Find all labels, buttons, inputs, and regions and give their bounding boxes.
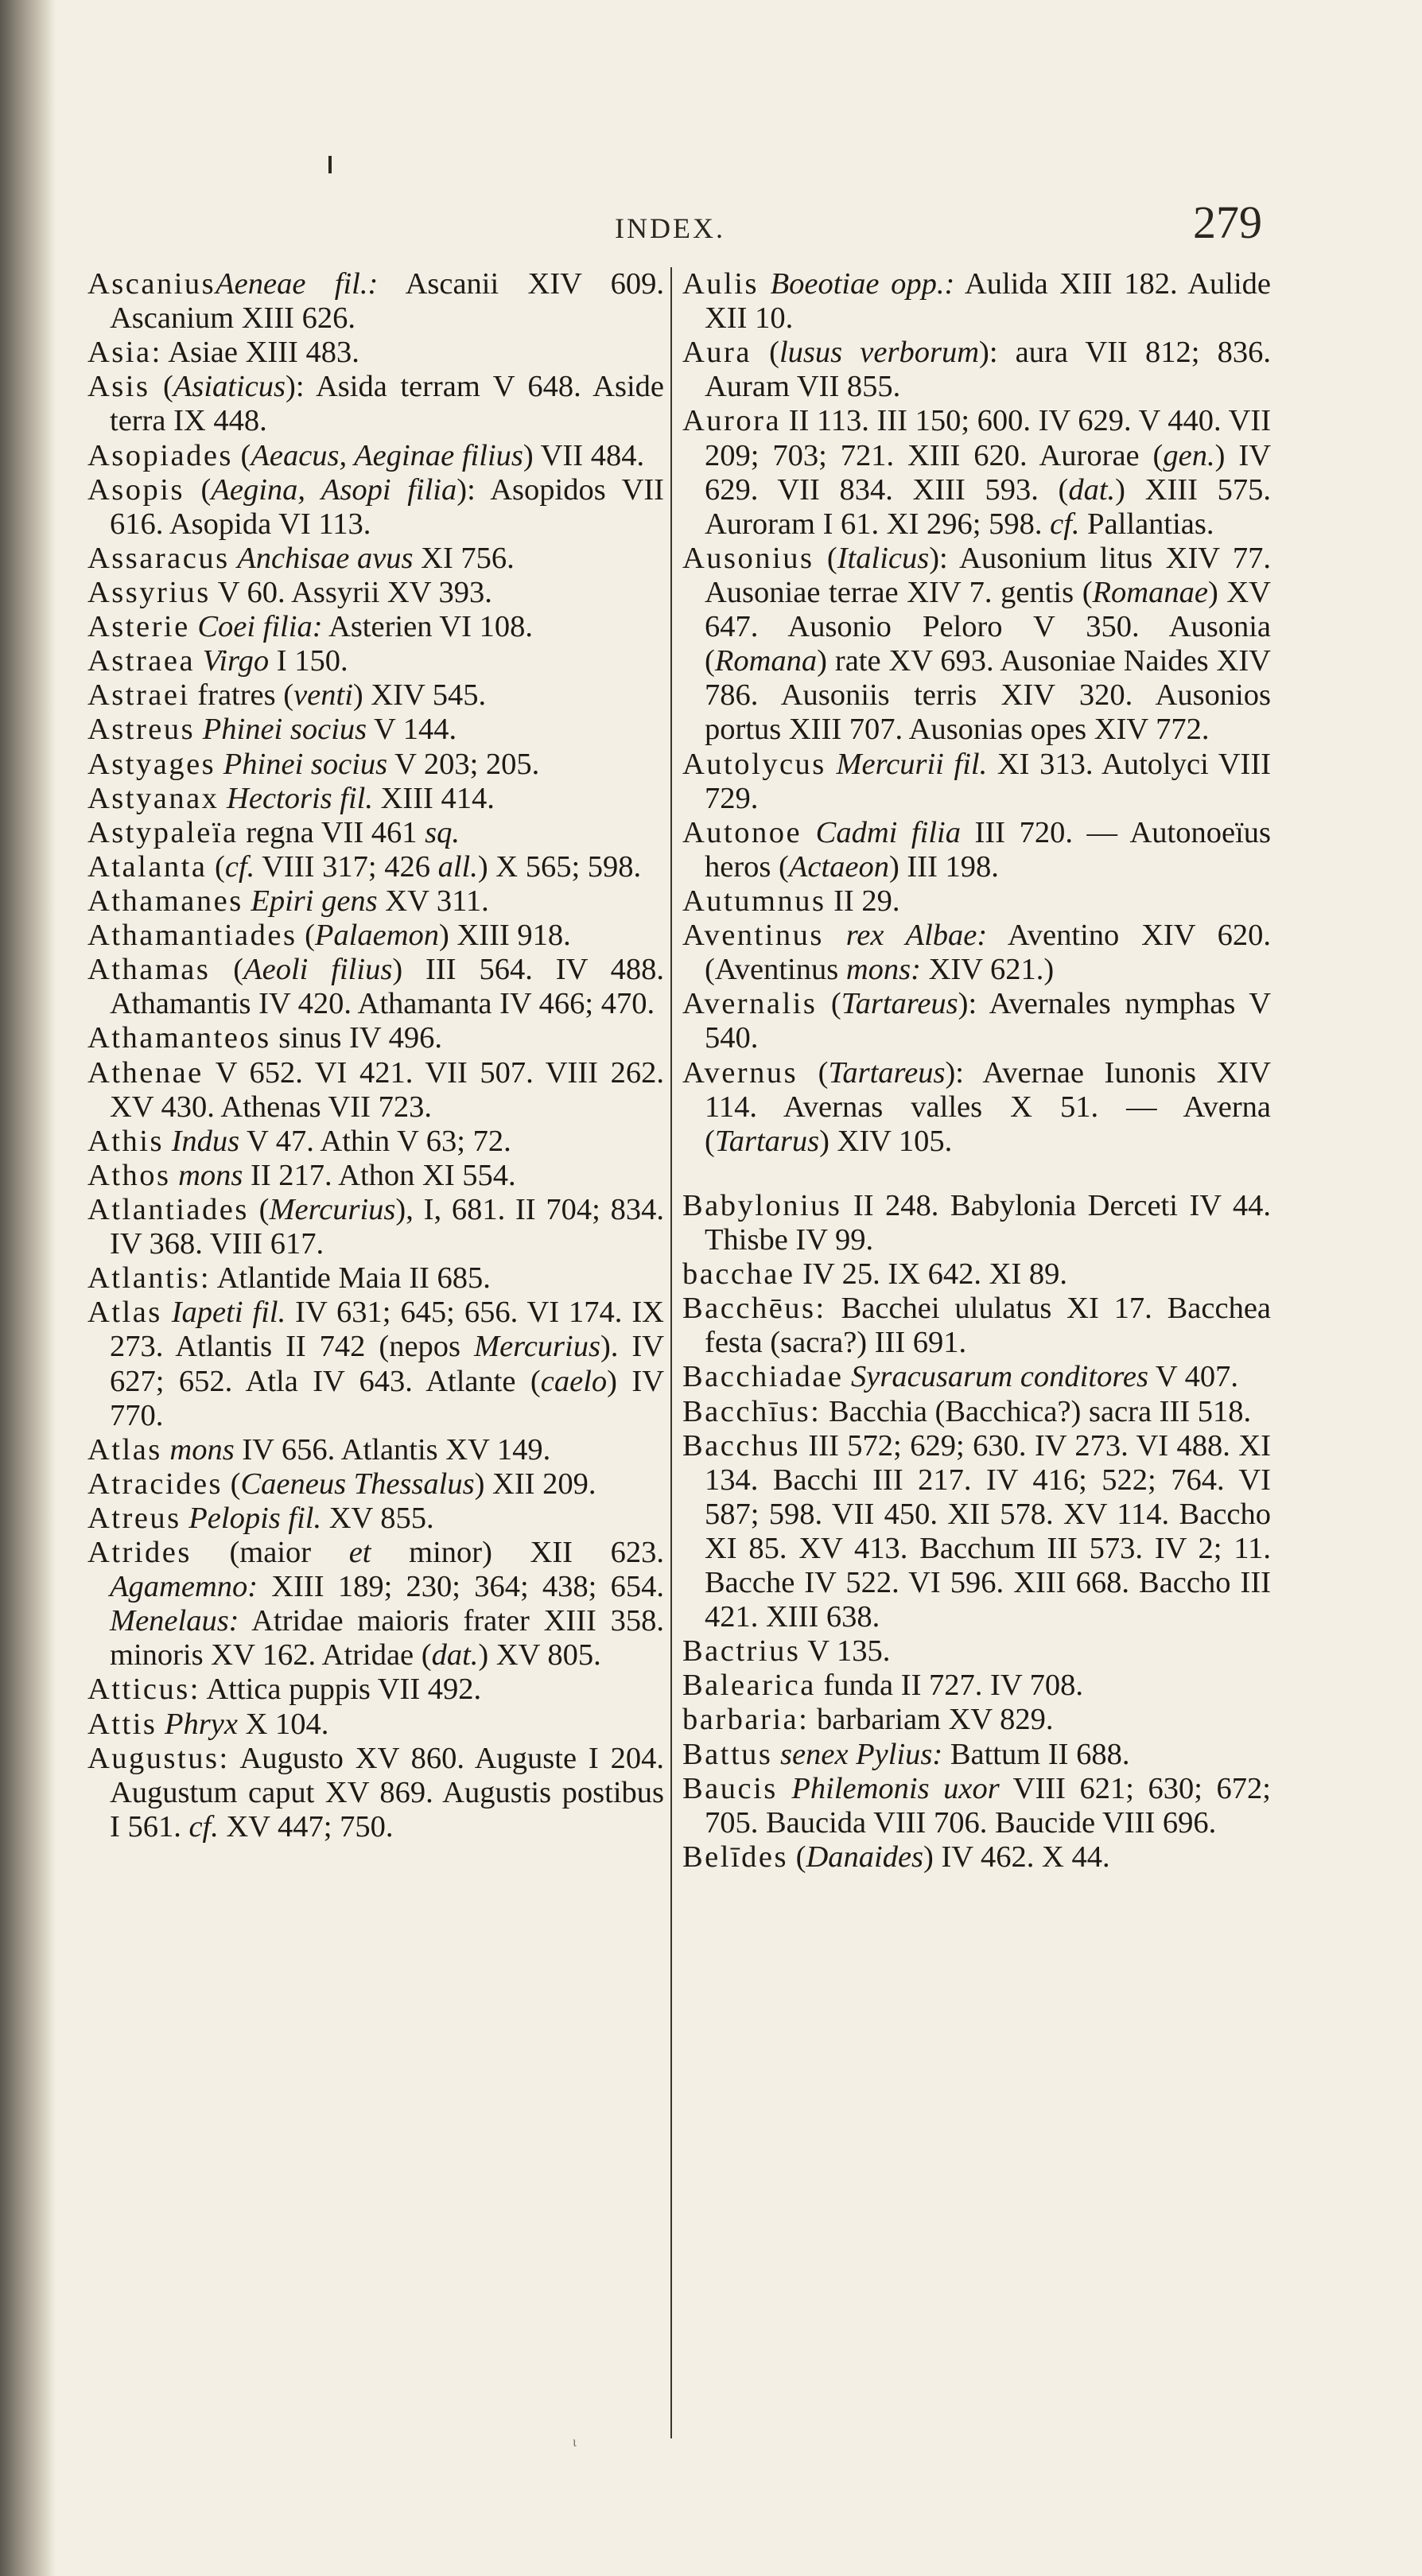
index-entry — [682, 919, 1271, 987]
entry-references — [759, 267, 771, 301]
index-entry — [87, 1021, 664, 1055]
entry-references: ) IV 770. — [110, 1364, 664, 1432]
index-entry — [87, 748, 664, 782]
index-entry — [682, 1395, 1271, 1429]
entry-references: ), I, 681. II 704; 834. IV 368. VIII 617. — [110, 1192, 664, 1261]
entry-references — [778, 1772, 792, 1805]
entry-italic-gloss: Phinei socius — [202, 713, 367, 747]
entry-references: Battum II 688. — [942, 1737, 1130, 1771]
index-entry — [682, 1292, 1271, 1360]
entry-headword: Astypaleïa — [87, 815, 239, 849]
entry-italic-gloss: Philemonis uxor — [791, 1771, 1000, 1805]
entry-headword: bacchae — [682, 1257, 795, 1292]
entry-references: ( — [232, 438, 251, 472]
entry-italic-gloss: Aeoli filius — [243, 953, 393, 987]
entry-headword: Asopiades — [87, 438, 233, 472]
print-mark — [328, 156, 332, 173]
entry-headword: Atalanta — [87, 849, 208, 884]
entry-headword: Baucis — [682, 1771, 778, 1805]
binding-shadow — [0, 0, 56, 2576]
entry-references: ) rate XV 693. Ausoniae Naides XIV 786. Ausoniis terris XIV 320. Ausonios portus XIII 707. Ausonias opes XIV 772. — [705, 644, 1271, 747]
index-entry — [682, 1257, 1271, 1292]
entry-italic-gloss: mons: — [845, 953, 921, 987]
entry-italic-gloss: Asiaticus — [173, 370, 286, 404]
entry-headword: Asopis — [87, 472, 185, 507]
entry-italic-gloss: Hectoris fil. — [227, 781, 373, 815]
entry-references: V 203; 205. — [387, 747, 540, 781]
entry-references: ) VII 484. — [523, 438, 645, 472]
entry-italic-gloss: Tartareus — [828, 1055, 946, 1090]
index-entry — [682, 1840, 1271, 1875]
index-entry — [682, 816, 1271, 884]
index-entry — [87, 1433, 664, 1467]
entry-references: ): Avernales nymphas V 540. — [705, 987, 1271, 1055]
entry-references — [230, 542, 238, 575]
entry-italic-gloss: Agamemno: — [110, 1570, 258, 1604]
entry-headword: Avernalis — [682, 987, 818, 1021]
entry-references: ( — [223, 1467, 241, 1501]
entry-italic-gloss: gen. — [1163, 438, 1215, 472]
entry-references: ( — [150, 370, 173, 404]
entry-references: ( — [184, 472, 212, 507]
entry-references: ) XIII 575. Auroram I 61. XI 296; 598. — [705, 472, 1271, 541]
index-entry — [87, 1502, 664, 1536]
entry-italic-gloss: Virgo — [202, 644, 270, 678]
entry-references: XI 313. Autolyci VIII 729. — [705, 747, 1271, 815]
index-entry — [87, 713, 664, 747]
entry-italic-gloss: Aeacus, Aeginae filius — [251, 438, 523, 472]
entry-references: ) X 565; 598. — [477, 849, 642, 884]
entry-headword: Athamas — [87, 953, 211, 987]
entry-italic-gloss: Danaides — [806, 1840, 924, 1874]
index-entry — [87, 1125, 664, 1159]
entry-references: IV 631; 645; 656. VI 174. IX 273. Atlantis II 742 (nepos — [110, 1296, 664, 1364]
letter-section-gap — [682, 1159, 1271, 1189]
entry-references: XIII 189; 230; 364; 438; 654. — [258, 1570, 664, 1604]
entry-references: V 652. VI 421. VII 507. VIII 262. XV 430. Athenas VII 723. — [110, 1055, 664, 1124]
entry-references: Bacchia (Bacchica?) sacra III 518. — [821, 1394, 1252, 1428]
index-entry — [682, 1429, 1271, 1635]
index-entry — [87, 267, 664, 336]
entry-references: IV 25. IX 642. XI 89. — [795, 1257, 1068, 1292]
index-column-left — [87, 267, 664, 1844]
entry-headword: Astraei — [87, 678, 190, 713]
entry-italic-gloss: Coei filia: — [197, 610, 323, 644]
index-entry — [87, 850, 664, 884]
entry-references: Bacchei ululatus XI 17. Bacchea festa (sacra?) III 691. — [705, 1292, 1271, 1360]
entry-references: ) XII 209. — [474, 1467, 596, 1501]
entry-italic-gloss: Syracusarum conditores — [851, 1360, 1148, 1394]
column-divider — [670, 267, 672, 2438]
entry-references: III 572; 629; 630. IV 273. VI 488. XI 134. Bacchi III 217. IV 416; 522; 764. VI 587; 598. VII 450. XII 578. XV 114. Baccho XI 85. XV 413. Bacchum III 573. IV 2; 11. Bacche IV 522. VI 596. XIII 668. Baccho III 421. XIII 638. — [705, 1428, 1271, 1634]
entry-references: ) IV 462. X 44. — [923, 1840, 1110, 1874]
entry-references: ) XV 805. — [478, 1638, 601, 1673]
entry-italic-gloss: venti — [293, 678, 353, 713]
index-entry — [87, 1296, 664, 1432]
entry-headword: Atracides — [87, 1467, 223, 1501]
entry-headword: Augustus: — [87, 1741, 230, 1775]
entry-headword: Asia: — [87, 336, 162, 370]
entry-headword: Atlantis: — [87, 1261, 212, 1296]
entry-references: ) III 564. IV 488. Athamantis IV 420. Athamanta IV 466; 470. — [110, 953, 664, 1021]
entry-references: II 248. Babylonia Derceti IV 44. Thisbe IV 99. — [705, 1188, 1271, 1257]
entry-headword: Ascanius — [87, 267, 216, 301]
entry-references: ): Asida terram V 648. Aside terra IX 448. — [110, 370, 664, 438]
entry-references: ( — [210, 953, 244, 987]
entry-references: V 135. — [800, 1634, 891, 1669]
entry-italic-gloss: Epiri gens — [251, 884, 378, 918]
entry-references — [824, 919, 846, 952]
entry-headword: Babylonius — [682, 1188, 842, 1222]
entry-references: Ascanii XIV 609. Ascanium XIII 626. — [110, 267, 664, 336]
index-entry — [682, 1634, 1271, 1669]
entry-references — [216, 748, 223, 781]
entry-references — [190, 610, 198, 643]
entry-italic-gloss: senex Pylius: — [780, 1737, 943, 1771]
entry-italic-gloss: Menelaus: — [110, 1604, 239, 1638]
entry-references: ( — [248, 1192, 270, 1226]
entry-references — [772, 1738, 780, 1771]
entry-headword: Athamanes — [87, 884, 243, 918]
entry-headword: Ausonius — [682, 541, 814, 575]
index-entry — [682, 1772, 1271, 1840]
entry-references: ) XIII 918. — [439, 919, 571, 953]
entry-references — [162, 1296, 172, 1329]
entry-italic-gloss: Palaemon — [314, 919, 439, 953]
entry-headword: Athamantiades — [87, 919, 297, 953]
index-entry — [87, 919, 664, 953]
entry-references: (maior — [191, 1536, 349, 1570]
entry-references: VIII 317; 426 — [254, 849, 438, 884]
entry-headword: Bacchīus: — [682, 1394, 822, 1428]
entry-references: ). IV 627; 652. Atla IV 643. Atlante ( — [110, 1330, 664, 1398]
index-entry — [87, 473, 664, 542]
entry-references: ( — [798, 1055, 829, 1090]
entry-references: X 104. — [237, 1707, 329, 1741]
entry-italic-gloss: rex Albae: — [845, 919, 988, 953]
entry-headword: Atreus — [87, 1501, 181, 1535]
entry-headword: Atrides — [87, 1536, 192, 1570]
entry-references: I 150. — [269, 644, 348, 678]
index-entry — [87, 953, 664, 1021]
entry-references: sinus IV 496. — [270, 1021, 442, 1055]
entry-headword: Assaracus — [87, 541, 230, 575]
entry-references — [243, 884, 251, 918]
entry-references: Aulida XIII 182. Aulide XII 10. — [705, 267, 1272, 336]
entry-italic-gloss: Caeneus Thessalus — [240, 1467, 475, 1501]
entry-references: II 217. Athon XI 554. — [243, 1158, 516, 1192]
entry-references: VIII 621; 630; 672; 705. Baucida VIII 706. Baucide VIII 696. — [705, 1771, 1271, 1840]
entry-headword: Asis — [87, 370, 150, 404]
entry-references: ( — [817, 987, 841, 1021]
entry-references: ) XIV 545. — [352, 678, 487, 713]
index-entry — [682, 404, 1271, 541]
entry-references: ) IV 629. VII 834. XIII 593. ( — [705, 438, 1271, 507]
entry-references — [195, 644, 203, 678]
entry-headword: Aventinus — [682, 919, 824, 953]
entry-italic-gloss: caelo — [540, 1364, 608, 1398]
entry-headword: Athos — [87, 1158, 171, 1192]
entry-references: II 113. III 150; 600. IV 629. V 440. VII 209; 703; 721. XIII 620. Aurorae ( — [705, 404, 1272, 472]
index-entry — [682, 1056, 1271, 1159]
entry-references: minor) XII 623. — [371, 1536, 664, 1570]
entry-references: ) XIV 105. — [819, 1124, 953, 1158]
entry-references: ): Ausonium litus XIV 77. Ausoniae terrae XIV 7. gentis ( — [705, 541, 1271, 609]
entry-headword: Bacchus — [682, 1428, 800, 1463]
entry-italic-gloss: Phryx — [165, 1707, 238, 1741]
entry-references: XIV 621.) — [920, 953, 1055, 987]
index-entry — [87, 370, 664, 438]
index-entry — [87, 1467, 664, 1502]
index-entry — [682, 1669, 1271, 1703]
entry-italic-gloss: Tartareus — [841, 987, 958, 1021]
index-entry — [87, 1193, 664, 1261]
entry-headword: Athenae — [87, 1055, 204, 1090]
entry-headword: Astyages — [87, 747, 216, 781]
entry-references: XV 447; 750. — [218, 1809, 394, 1844]
entry-references: XI 756. — [413, 541, 515, 575]
index-entry — [87, 576, 664, 610]
entry-references: XV 855. — [321, 1501, 434, 1535]
entry-italic-gloss: Mercurius — [474, 1330, 600, 1364]
index-entry — [682, 987, 1271, 1055]
entry-headword: Battus — [682, 1737, 773, 1771]
entry-references: Atlantide Maia II 685. — [211, 1261, 491, 1296]
entry-italic-gloss: mons — [169, 1432, 235, 1467]
entry-references: ( — [787, 1840, 806, 1874]
entry-references: Aventino XIV 620. (Aventinus — [705, 919, 1271, 987]
entry-italic-gloss: Romana — [714, 644, 818, 678]
entry-italic-gloss: Mercurius — [269, 1192, 396, 1226]
entry-italic-gloss: Aeneae fil.: — [216, 267, 379, 301]
index-column-right — [682, 267, 1271, 1875]
entry-italic-gloss: Cadmi filia — [815, 815, 961, 849]
entry-references: ): Avernae Iunonis XIV 114. Avernas valles X 51. — Averna ( — [705, 1055, 1272, 1158]
entry-italic-gloss: cf. — [188, 1809, 219, 1844]
entry-headword: Atlantiades — [87, 1192, 249, 1226]
entry-italic-gloss: Anchisae avus — [237, 541, 414, 575]
entry-references — [843, 1360, 851, 1393]
entry-references: Asterien VI 108. — [322, 610, 533, 644]
index-entry — [87, 782, 664, 816]
index-entry — [87, 816, 664, 850]
index-entry — [682, 542, 1271, 748]
entry-references: ): aura VII 812; 836. Auram VII 855. — [705, 336, 1272, 404]
entry-headword: Atticus: — [87, 1673, 200, 1707]
entry-headword: Attis — [87, 1707, 157, 1741]
entry-italic-gloss: Pelopis fil. — [188, 1501, 322, 1535]
entry-headword: Athis — [87, 1124, 164, 1158]
entry-italic-gloss: Actaeon — [788, 849, 889, 884]
entry-italic-gloss: Aegina, Asopi filia — [211, 472, 457, 507]
index-entry — [682, 1703, 1271, 1737]
entry-headword: Balearica — [682, 1669, 816, 1703]
entry-references: ( — [814, 541, 837, 575]
entry-references: Atridae maioris frater XIII 358. minoris XV 162. Atridae ( — [110, 1604, 664, 1673]
entry-headword: Autumnus — [682, 884, 826, 918]
entry-references: IV 656. Atlantis XV 149. — [234, 1432, 551, 1467]
entry-italic-gloss: sq. — [425, 815, 460, 849]
entry-italic-gloss: dat. — [1068, 472, 1116, 507]
entry-references: V 47. Athin V 63; 72. — [239, 1124, 511, 1158]
entry-italic-gloss: Mercurii fil. — [836, 747, 988, 781]
entry-headword: Bacchiadae — [682, 1360, 844, 1394]
entry-italic-gloss: Iapeti fil. — [171, 1296, 286, 1330]
index-entry — [682, 336, 1271, 404]
entry-headword: Autonoe — [682, 815, 802, 849]
entry-references: ( — [207, 849, 225, 884]
entry-italic-gloss: Romanae — [1092, 575, 1208, 609]
index-entry — [682, 267, 1271, 336]
index-entry — [682, 884, 1271, 919]
entry-headword: Asterie — [87, 610, 190, 644]
entry-italic-gloss: lusus verborum — [779, 336, 979, 370]
entry-italic-gloss: dat. — [431, 1638, 479, 1673]
entry-headword: Atlas — [87, 1296, 162, 1330]
entry-italic-gloss: Phinei socius — [223, 747, 388, 781]
index-entry — [87, 1708, 664, 1742]
index-entry — [87, 1673, 664, 1707]
entry-references: II 29. — [826, 884, 900, 918]
entry-italic-gloss: cf. — [1050, 507, 1080, 541]
entry-references: V 407. — [1148, 1360, 1238, 1394]
entry-references — [219, 782, 227, 815]
entry-italic-gloss: et — [348, 1536, 371, 1570]
entry-headword: Astreus — [87, 713, 196, 747]
entry-references: funda II 727. IV 708. — [815, 1669, 1083, 1703]
page-number: 279 — [1193, 196, 1262, 248]
index-entry — [682, 1189, 1271, 1257]
entry-references: ( — [751, 336, 779, 370]
entry-references: Attica puppis VII 492. — [200, 1673, 482, 1707]
entry-references: barbariam XV 829. — [809, 1703, 1054, 1737]
entry-headword: Belīdes — [682, 1840, 788, 1874]
entry-headword: Bactrius — [682, 1634, 801, 1669]
entry-references: XV 311. — [377, 884, 489, 918]
entry-references: ): Asopidos VII 616. Asopida VI 113. — [110, 472, 665, 541]
entry-references: III 720. — Autonoeïus heros ( — [705, 815, 1272, 884]
entry-references: regna VII 461 — [238, 815, 425, 849]
index-entry — [87, 439, 664, 473]
entry-headword: Aulis — [682, 267, 759, 301]
entry-references: fratres ( — [189, 678, 294, 713]
index-entry — [87, 678, 664, 713]
entry-italic-gloss: cf. — [224, 849, 255, 884]
index-entry — [87, 1159, 664, 1193]
entry-references: V 60. Assyrii XV 393. — [210, 575, 492, 609]
entry-references — [162, 1433, 170, 1467]
entry-italic-gloss: all. — [437, 849, 478, 884]
index-entry — [87, 610, 664, 644]
entry-references — [164, 1125, 172, 1158]
index-entry — [682, 748, 1271, 816]
entry-headword: Astyanax — [87, 781, 220, 815]
entry-headword: barbaria: — [682, 1703, 810, 1737]
footer-mark: ι — [573, 2434, 577, 2450]
index-entry — [87, 1742, 664, 1844]
entry-headword: Bacchēus: — [682, 1292, 826, 1326]
entry-references: ( — [297, 919, 315, 953]
entry-italic-gloss: mons — [178, 1158, 243, 1192]
entry-italic-gloss: Tartarus — [714, 1124, 820, 1158]
entry-italic-gloss: Boeotiae opp.: — [770, 267, 955, 301]
index-entry — [682, 1738, 1271, 1772]
entry-headword: Aurora — [682, 404, 782, 438]
index-entry — [87, 884, 664, 919]
entry-references: ) XV 647. Ausonio Peloro V 350. Ausonia ( — [705, 575, 1271, 678]
index-entry — [87, 644, 664, 678]
entry-italic-gloss: Indus — [171, 1124, 240, 1158]
entry-references — [195, 713, 203, 746]
entry-references — [826, 748, 837, 781]
entry-references: ) III 198. — [888, 849, 999, 884]
entry-headword: Athamanteos — [87, 1021, 271, 1055]
index-entry — [87, 336, 664, 370]
entry-references — [157, 1708, 165, 1741]
index-entry — [682, 1360, 1271, 1394]
index-entry — [87, 1056, 664, 1125]
entry-headword: Astraea — [87, 644, 196, 678]
entry-references: XIII 414. — [372, 781, 495, 815]
page-header-title: INDEX. — [615, 212, 725, 244]
entry-references: Augusto XV 860. Auguste I 204. Augustum caput XV 869. Augustis postibus I 561. — [110, 1741, 664, 1844]
index-entry — [87, 542, 664, 576]
entry-headword: Autolycus — [682, 747, 826, 781]
entry-references — [181, 1502, 189, 1535]
index-entry — [87, 1536, 664, 1673]
entry-italic-gloss: Italicus — [837, 541, 930, 575]
index-entry — [87, 1261, 664, 1296]
entry-headword: Aura — [682, 336, 752, 370]
entry-references — [170, 1159, 178, 1192]
entry-headword: Assyrius — [87, 575, 211, 609]
entry-references: Pallantias. — [1079, 507, 1214, 541]
entry-references — [802, 816, 816, 849]
entry-headword: Atlas — [87, 1432, 162, 1467]
entry-references: V 144. — [367, 713, 457, 747]
entry-headword: Avernus — [682, 1055, 798, 1090]
entry-references: Asiae XIII 483. — [161, 336, 359, 370]
